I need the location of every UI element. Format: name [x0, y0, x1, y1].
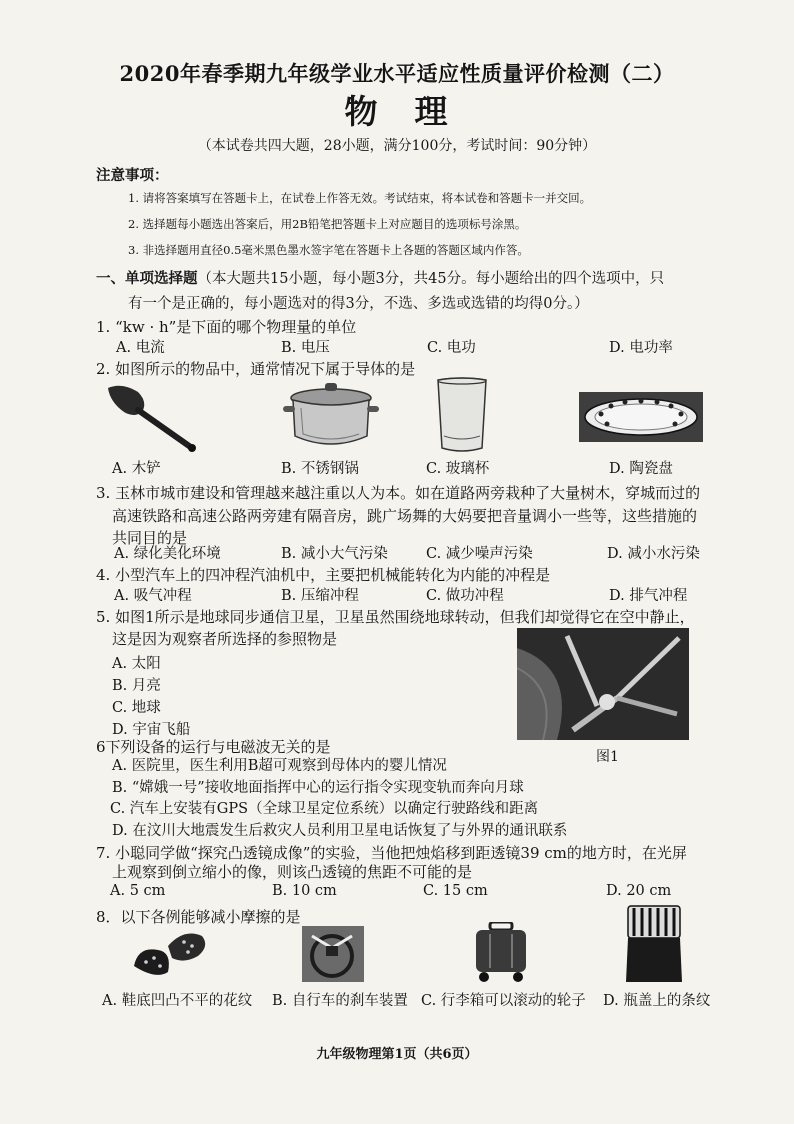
q7-option-c: C. 15 cm — [423, 883, 488, 899]
q6-option-d: D. 在汶川大地震发生后救灾人员利用卫星电话恢复了与外界的通讯联系 — [112, 823, 568, 839]
q3-option-b: B. 减小大气污染 — [281, 546, 388, 562]
steel-pot-image — [281, 378, 381, 454]
q5-option-d: D. 宇宙飞船 — [112, 722, 191, 738]
wooden-spatula-image — [104, 382, 199, 454]
q2-option-c: C. 玻璃杯 — [426, 461, 490, 477]
q1-option-d: D. 电功率 — [609, 340, 673, 356]
exam-title: 2020年春季期九年级学业水平适应性质量评价检测（二） — [119, 61, 675, 86]
q7-option-b: B. 10 cm — [272, 883, 337, 899]
q3-option-c: C. 减少噪声污染 — [426, 546, 533, 562]
q8-option-d: D. 瓶盖上的条纹 — [603, 993, 711, 1009]
q2-option-a: A. 木铲 — [112, 461, 161, 477]
subject-title: 物 理 — [344, 92, 450, 131]
section-title: 一、单项选择题 — [96, 270, 198, 287]
bicycle-brake-image — [302, 926, 364, 982]
q4-option-a: A. 吸气冲程 — [114, 588, 192, 604]
q2-stem: 2. 如图所示的物品中，通常情况下属于导体的是 — [96, 360, 416, 378]
section-instructions-line2: 有一个是正确的，每小题选对的得3分，不选、多选或选错的均得0分。） — [128, 296, 589, 312]
q8-stem: 8．以下各例能够减小摩擦的是 — [96, 908, 301, 926]
q5-line-1: 5. 如图1所示是地球同步通信卫星，卫星虽然围绕地球转动，但我们却觉得它在空中静止， — [96, 608, 695, 626]
q1-option-b: B. 电压 — [281, 340, 330, 356]
section-heading — [96, 267, 664, 288]
q5-option-b: B. 月亮 — [112, 678, 161, 694]
q7-option-d: D. 20 cm — [606, 883, 672, 899]
q7-option-a: A. 5 cm — [110, 883, 166, 899]
bottle-cap-image — [622, 904, 686, 984]
q3-option-a: A. 绿化美化环境 — [114, 546, 221, 562]
q2-option-d: D. 陶瓷盘 — [609, 461, 673, 477]
q6-option-a: A. 医院里，医生利用B超可观察到母体内的婴儿情况 — [112, 758, 447, 774]
section-instructions: （本大题共15小题，每小题3分，共45分。每小题给出的四个选项中，只 — [197, 271, 665, 287]
notice-heading: 注意事项： — [96, 167, 169, 184]
q1-option-c: C. 电功 — [427, 340, 476, 356]
q3-line-1: 3. 玉林市城市建设和管理越来越注重以人为本。如在道路两旁栽种了大量树木，穿城而过的 — [96, 484, 701, 502]
q5-option-a: A. 太阳 — [112, 656, 161, 672]
shoe-sole-image — [128, 926, 210, 982]
exam-info: （本试卷共四大题，28小题，满分100分，考试时间：90分钟） — [197, 138, 597, 154]
q1-option-a: A. 电流 — [116, 340, 165, 356]
page-footer: 九年级物理第1页（共6页） — [316, 1047, 478, 1062]
q4-option-d: D. 排气冲程 — [609, 588, 688, 604]
q7-line-2: 上观察到倒立缩小的像，则该凸透镜的焦距不可能的是 — [112, 863, 473, 881]
q6-option-b: B. “嫦娥一号”接收地面指挥中心的运行指令实现变轨而奔向月球 — [112, 780, 524, 796]
glass-cup-image — [432, 376, 492, 456]
ceramic-plate-image — [579, 392, 703, 442]
q6-option-c: C. 汽车上安装有GPS（全球卫星定位系统）以确定行驶路线和距离 — [110, 801, 539, 817]
q3-line-2: 高速铁路和高速公路两旁建有隔音房，跳广场舞的大妈要把音量调小一些等，这些措施的 — [112, 507, 698, 525]
q7-line-1: 7. 小聪同学做“探究凸透镜成像”的实验，当他把烛焰移到距透镜39 cm的地方时，在光屏 — [96, 844, 687, 862]
q4-option-b: B. 压缩冲程 — [281, 588, 359, 604]
notice-item-2: 2. 选择题每小题选出答案后，用2B铅笔把答题卡上对应题目的选项标号涂黑。 — [128, 217, 527, 231]
luggage-wheels-image — [470, 922, 532, 984]
notice-item-3: 3. 非选择题用直径0.5毫米黑色墨水签字笔在答题卡上各题的答题区域内作答。 — [128, 243, 529, 257]
satellite-image — [517, 628, 689, 740]
q1-stem: 1. “kw · h”是下面的哪个物理量的单位 — [96, 318, 357, 336]
q5-line-2: 这是因为观察者所选择的参照物是 — [112, 630, 338, 648]
q8-option-c: C. 行李箱可以滚动的轮子 — [421, 993, 586, 1009]
q3-line-3: 共同目的是 — [112, 529, 188, 547]
q4-option-c: C. 做功冲程 — [426, 588, 504, 604]
q5-option-c: C. 地球 — [112, 700, 161, 716]
notice-item-1: 1. 请将答案填写在答题卡上，在试卷上作答无效。考试结束，将本试卷和答题卡一并交回。 — [128, 191, 592, 205]
q8-option-b: B. 自行车的刹车装置 — [272, 993, 408, 1009]
q6-stem: 6下列设备的运行与电磁波无关的是 — [96, 738, 331, 756]
q2-option-b: B. 不锈钢锅 — [281, 461, 359, 477]
q4-stem: 4. 小型汽车上的四冲程汽油机中，主要把机械能转化为内能的冲程是 — [96, 566, 551, 584]
q8-option-a: A. 鞋底凹凸不平的花纹 — [102, 993, 253, 1009]
q3-option-d: D. 减小水污染 — [607, 546, 700, 562]
figure-1-caption: 图1 — [596, 749, 619, 765]
